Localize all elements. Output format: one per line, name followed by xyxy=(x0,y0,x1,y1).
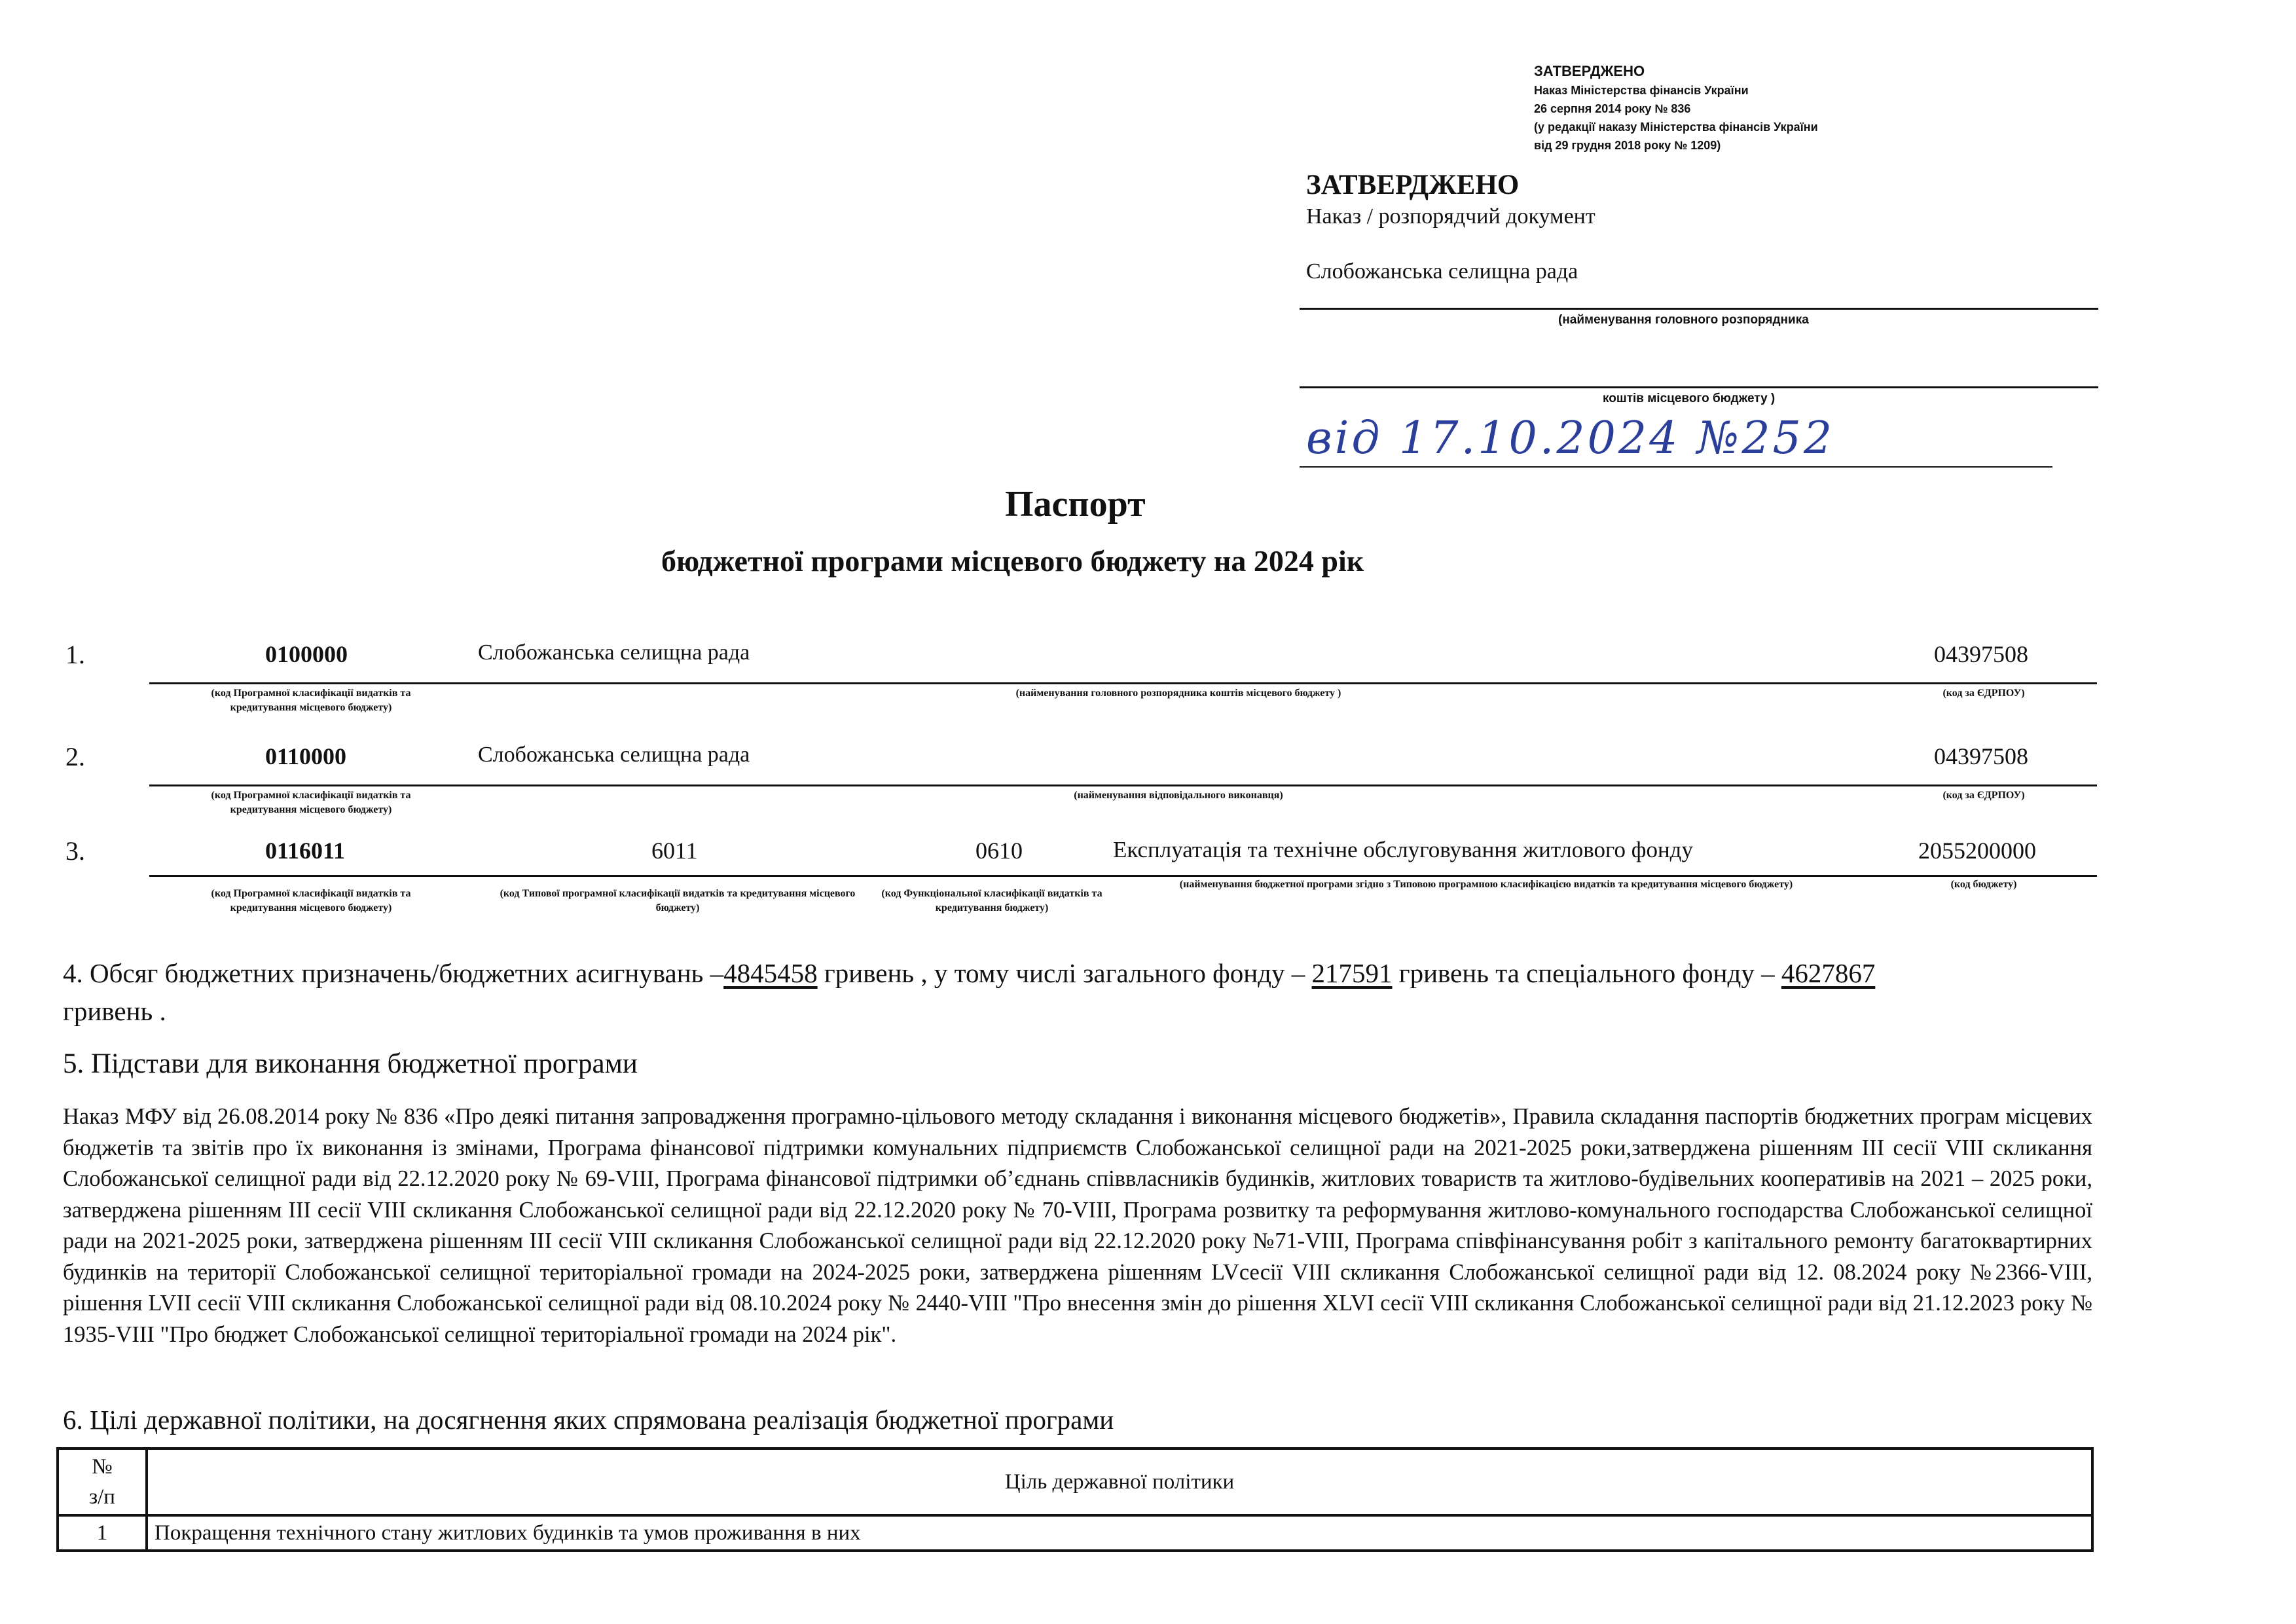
row1-name: Слобожанська селищна рада xyxy=(478,640,750,665)
row3-caption-typical: (код Типової програмної класифікації видатків та кредитування місцевого бюджету) xyxy=(500,888,856,913)
row3-functional-code: 0610 xyxy=(975,838,1023,864)
section4-mid1: гривень , у тому числі загального фонду – xyxy=(817,958,1312,988)
approval-main-title: ЗАТВЕРДЖЕНО xyxy=(1306,170,1520,200)
row2-program-code: 0110000 xyxy=(265,743,347,769)
special-fund-amount: 4627867 xyxy=(1781,958,1876,988)
total-amount: 4845458 xyxy=(723,958,818,988)
section5-heading: 5. Підстави для виконання бюджетної програми xyxy=(63,1048,638,1079)
section4-prefix: 4. Обсяг бюджетних призначень/бюджетних асигнувань – xyxy=(63,958,724,988)
row1-program-code: 0100000 xyxy=(265,641,348,667)
row1-caption-code: (код Програмної класифікації видатків та кредитування місцевого бюджету) xyxy=(211,688,411,713)
row2-number: 2. xyxy=(65,742,85,771)
row3-program-name: Експлуатація та технічне обслуговування житлового фонду xyxy=(1113,837,1693,862)
section4-line xyxy=(63,957,1875,989)
page-subtitle: бюджетної програми місцевого бюджету на 2024 рік xyxy=(661,544,1364,578)
row2-caption-edrpou: (код за ЄДРПОУ) xyxy=(1942,790,2025,801)
row1-number: 1. xyxy=(65,640,85,669)
row3-rule xyxy=(149,875,2097,877)
row2-caption-code: (код Програмної класифікації видатків та кредитування місцевого бюджету) xyxy=(211,790,411,815)
row1-caption-edrpou: (код за ЄДРПОУ) xyxy=(1942,688,2025,699)
row2-caption-name: (найменування відповідального виконавця) xyxy=(1074,790,1283,801)
row1-edrpou: 04397508 xyxy=(1934,641,2028,667)
section6-heading: 6. Цілі державної політики, на досягнення яких спрямована реалізація бюджетної програми xyxy=(63,1405,1114,1435)
approval-main-org: Слобожанська селищна рада xyxy=(1306,259,1578,284)
row3-caption-budget: (код бюджету) xyxy=(1950,879,2017,890)
approval-top-line2: 26 серпня 2014 року № 836 xyxy=(1534,102,1691,115)
goals-table xyxy=(56,1447,2094,1552)
goals-table-header xyxy=(58,1449,2092,1515)
header-number-line1: № xyxy=(92,1455,113,1479)
approval-main-doc: Наказ / розпорядчий документ xyxy=(1306,204,1595,229)
row2-rule xyxy=(149,784,2097,786)
row3-caption-name: (найменування бюджетної програми згідно з Типовою програмною класифікацією видатків та кредитування місцевого бюджету) xyxy=(1179,879,1793,890)
row3-budget-code: 2055200000 xyxy=(1918,838,2036,864)
section4-mid2: гривень та спеціального фонду – xyxy=(1392,958,1781,988)
approval-top-title: ЗАТВЕРДЖЕНО xyxy=(1534,63,1645,79)
row-number-cell: 1 xyxy=(58,1515,147,1551)
row3-caption-functional: (код Функціональної класифікації видатків та кредитування бюджету) xyxy=(881,888,1102,913)
approval-top-line4: від 29 грудня 2018 року № 1209) xyxy=(1534,139,1721,152)
row1-rule xyxy=(149,682,2097,684)
approval-caption-2: коштів місцевого бюджету ) xyxy=(1603,392,1776,405)
approval-top-line1: Наказ Міністерства фінансів України xyxy=(1534,84,1749,97)
approval-org-rule xyxy=(1300,308,2098,310)
handwritten-rule xyxy=(1300,466,2052,468)
page-title: Паспорт xyxy=(1005,484,1146,525)
section4-suffix: гривень . xyxy=(63,996,166,1026)
approval-top-line3: (у редакції наказу Міністерства фінансів України xyxy=(1534,120,1818,134)
header-goal-cell: Ціль державної політики xyxy=(147,1449,2092,1515)
row-goal-cell: Покращення технічного стану житлових будинків та умов проживання в них xyxy=(147,1515,2092,1551)
header-number-cell xyxy=(58,1449,147,1515)
general-fund-amount: 217591 xyxy=(1311,958,1393,988)
row3-caption-code: (код Програмної класифікації видатків та кредитування місцевого бюджету) xyxy=(211,888,411,913)
table-row xyxy=(58,1515,2092,1551)
row3-number: 3. xyxy=(65,836,85,866)
row2-name: Слобожанська селищна рада xyxy=(478,743,750,767)
row3-typical-code: 6011 xyxy=(651,838,698,864)
section5-text: Наказ МФУ від 26.08.2014 року № 836 «Про деякі питання запровадження програмно-цільового методу складання і виконання місцевого бюджетів», Правила складання паспортів бюджетних програм місцевих бюджетів та звітів про їх виконання із змінами, Програма фінансової підтримки комунальних підприємств Слобожанської селищної ради на 2021-2025 роки,затверджена рішенням ІІІ сесії VІІІ скликання Слобожанської селищної ради від 22.12.2020 року № 69-VІІІ, Програма фінансової підтримки об’єднань співвласників будинків, житлових товариств та житлово-будівельних кооперативів на 2021 – 2025 роки, затверджена рішенням ІІІ сесії VІІІ скликання Слобожанської селищної ради від 22.12.2020 року № 70-VІІІ, Програма розвитку та реформування житлово-комунального господарства Слобожанської селищної ради на 2021-2025 роки, затверджена рішенням ІІІ сесії VІІІ скликання Слобожанської селищної ради від 22.12.2020 року №71-VІІІ, Програма співфінансування робіт з капітального ремонту багатоквартирних будинків на території Слобожанської селищної територіальної громади на 2024-2025 роки, затверджена рішенням LVсесії VIII скликання Слобожанської селищної ради від 12. 08.2024 року №2366-VIII, рішення LVІІ сесії VІІІ скликання Слобожанської селищної ради від 08.10.2024 року № 2440-VІІІ "Про внесення змін до рішення XLVI сесії VIII скликання Слобожанської селищної ради від 21.12.2023 року № 1935-VIII "Про бюджет Слобожанської селищної територіальної громади на 2024 рік". xyxy=(63,1104,2092,1347)
row3-program-code: 0116011 xyxy=(265,838,346,864)
row1-caption-name: (найменування головного розпорядника коштів місцевого бюджету ) xyxy=(1015,688,1341,699)
handwritten-date-number: від 17.10.2024 №252 xyxy=(1306,413,1835,464)
row2-edrpou: 04397508 xyxy=(1934,743,2028,769)
approval-funds-rule xyxy=(1300,386,2098,388)
header-number-line2: з/п xyxy=(89,1485,115,1509)
approval-caption-1: (найменування головного розпорядника xyxy=(1558,313,1809,327)
